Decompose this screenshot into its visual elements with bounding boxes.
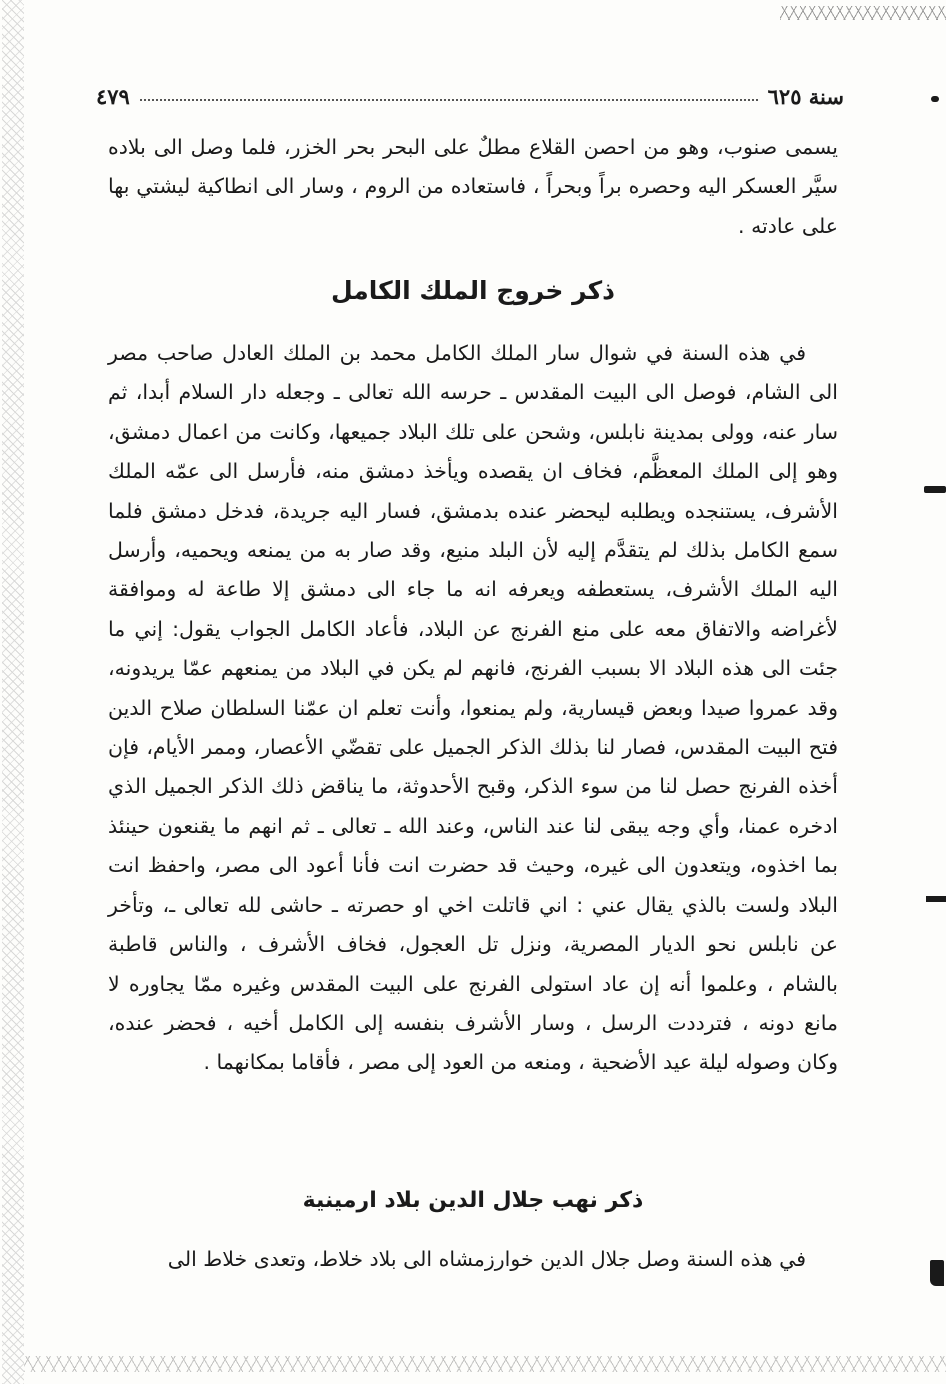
ornament-bottom xyxy=(24,1356,946,1372)
margin-mark xyxy=(924,486,946,493)
section-2-paragraph: في هذه السنة وصل جلال الدين خوارزمشاه الى بلاد خلاط، وتعدى خلاط الى xyxy=(167,1247,806,1271)
section-1-paragraph: في هذه السنة في شوال سار الملك الكامل محمد بن الملك العادل صاحب مصر الى الشام، فوصل الى البيت المقدس ـ حرسه الله تعالى ـ وجعله دار السلام أبدا، ثم سار عنه، وولى بمدينة نابلس، وشحن على تلك البلاد جميعها، وكانت من اعمال دمشق، وهو إلى الملك المعظَّم، فخاف ان يقصده ويأخذ دمشق منه، فأرسل الى عمّه الملك الأشرف، يستنجده ويطلبه ليحضر عنده بدمشق، فسار اليه جريدة، فدخل دمشق فلما سمع الكامل بذلك لم يتقدَّم إليه لأن البلد منيع، وقد صار به من يمنعه ويحميه، وأرسل اليه الملك الأشرف، يستعطفه ويعرفه انه ما جاء الى دمشق إلا طاعة له وموافقة لأغراضه والاتفاق معه على منع الفرنج عن البلاد، فأعاد الكامل الجواب يقول: إني ما جئت الى هذه البلاد الا بسبب الفرنج، فانهم لم يكن في البلاد من يمنعهم عمّا يريدونه، وقد عمروا صيدا وبعض قيسارية، ولم يمنعوا، وأنت تعلم ان عمّنا السلطان صلاح الدين فتح البيت المقدس، فصار لنا بذلك الذكر الجميل على تقضّي الأعصار، وممر الأيام، فإن أخذه الفرنج حصل لنا من سوء الذكر، وقبح الأحدوثة، ما يناقض ذلك الذكر الجميل الذي ادخره عمنا، وأي وجه يبقى لنا عند الناس، وعند الله ـ تعالى ـ ثم انهم ما يقنعون حينئذ بما اخذوه، ويتعدون الى غيره، وحيث قد حضرت انت فأنا أعود الى مصر، واحفظ انت البلاد ولست بالذي يقال عني : اني قاتلت اخي او حصرته ـ حاشى لله تعالى ـ، وتأخر عن نابلس نحو الديار المصرية، ونزل تل العجول، فخاف الأشرف ، والناس قاطبة بالشام ، وعلموا أنه إن عاد استولى الفرنج على البيت المقدس وغيره ممّا يجاوره لا مانع دونه ، فترددت الرسل ، وسار الأشرف بنفسه إلى الكامل أخيه ، فحضر عنده، وكان وصوله ليلة عيد الأضحية ، ومنعه من العود إلى مصر ، فأقاما بمكانهما . xyxy=(108,341,838,1075)
opening-paragraph: يسمى صنوب، وهو من احصن القلاع مطلٌ على البحر بحر الخزر، فلما وصل الى بلاده سيَّر العسكر اليه وحصره براً وبحراً ، فاستعاده من الروم ، وسار الى انطاكية ليشتي بها على عادته . xyxy=(108,135,838,238)
section-title-kamil: ذكر خروج الملك الكامل xyxy=(330,276,616,305)
scan-border-left xyxy=(2,0,24,1384)
page-number: ٤٧٩ xyxy=(96,83,130,109)
header-leader-dots xyxy=(140,99,758,101)
section-title-jalal-al-din: ذكر نهب جلال الدين بلاد ارمينية xyxy=(302,1188,644,1213)
margin-mark xyxy=(926,896,946,902)
running-header-year: سنة ٦٢٥ xyxy=(767,83,844,109)
ornament-top xyxy=(780,6,946,20)
margin-mark xyxy=(930,1260,944,1286)
margin-mark xyxy=(931,96,939,102)
running-header xyxy=(96,80,844,112)
